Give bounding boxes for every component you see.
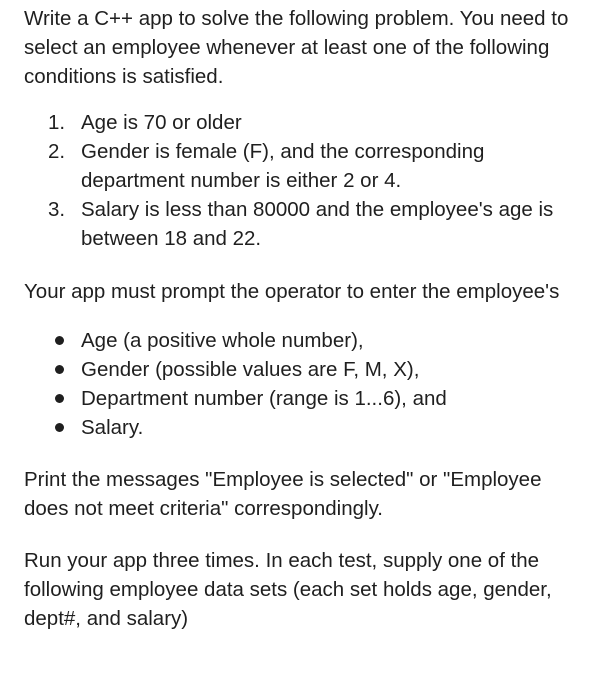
field-text: Gender (possible values are F, M, X), — [81, 358, 420, 381]
conditions-list — [24, 108, 572, 253]
condition-text: Age is 70 or older — [81, 111, 242, 134]
print-instruction-paragraph: Print the messages "Employee is selected" or "Employee does not meet criteria" correspondingly. — [24, 468, 542, 520]
bullet-icon — [55, 336, 64, 345]
condition-item — [24, 195, 572, 253]
bullet-icon — [55, 365, 64, 374]
field-item — [24, 384, 572, 413]
condition-item — [24, 137, 572, 195]
field-text: Salary. — [81, 416, 144, 439]
condition-text: Salary is less than 80000 and the employee's age is between 18 and 22. — [81, 198, 554, 250]
field-item — [24, 413, 572, 442]
prompt-paragraph: Your app must prompt the operator to enter the employee's — [24, 280, 560, 303]
field-item — [24, 355, 572, 384]
bullet-icon — [55, 394, 64, 403]
field-text: Department number (range is 1...6), and — [81, 387, 447, 410]
condition-text: Gender is female (F), and the corresponding department number is either 2 or 4. — [81, 140, 485, 192]
field-item — [24, 326, 572, 355]
condition-item — [24, 108, 572, 137]
condition-number: 1. — [48, 111, 66, 134]
fields-list — [24, 326, 572, 442]
field-text: Age (a positive whole number), — [81, 329, 364, 352]
run-instruction-paragraph: Run your app three times. In each test, supply one of the following employee data sets (each set holds age, gender, dept#, and salary) — [24, 549, 552, 630]
condition-number: 2. — [48, 140, 66, 163]
condition-number: 3. — [48, 198, 66, 221]
bullet-icon — [55, 423, 64, 432]
intro-paragraph: Write a C++ app to solve the following problem. You need to select an employee whenever at least one of the following conditions is satisfied. — [24, 7, 569, 88]
